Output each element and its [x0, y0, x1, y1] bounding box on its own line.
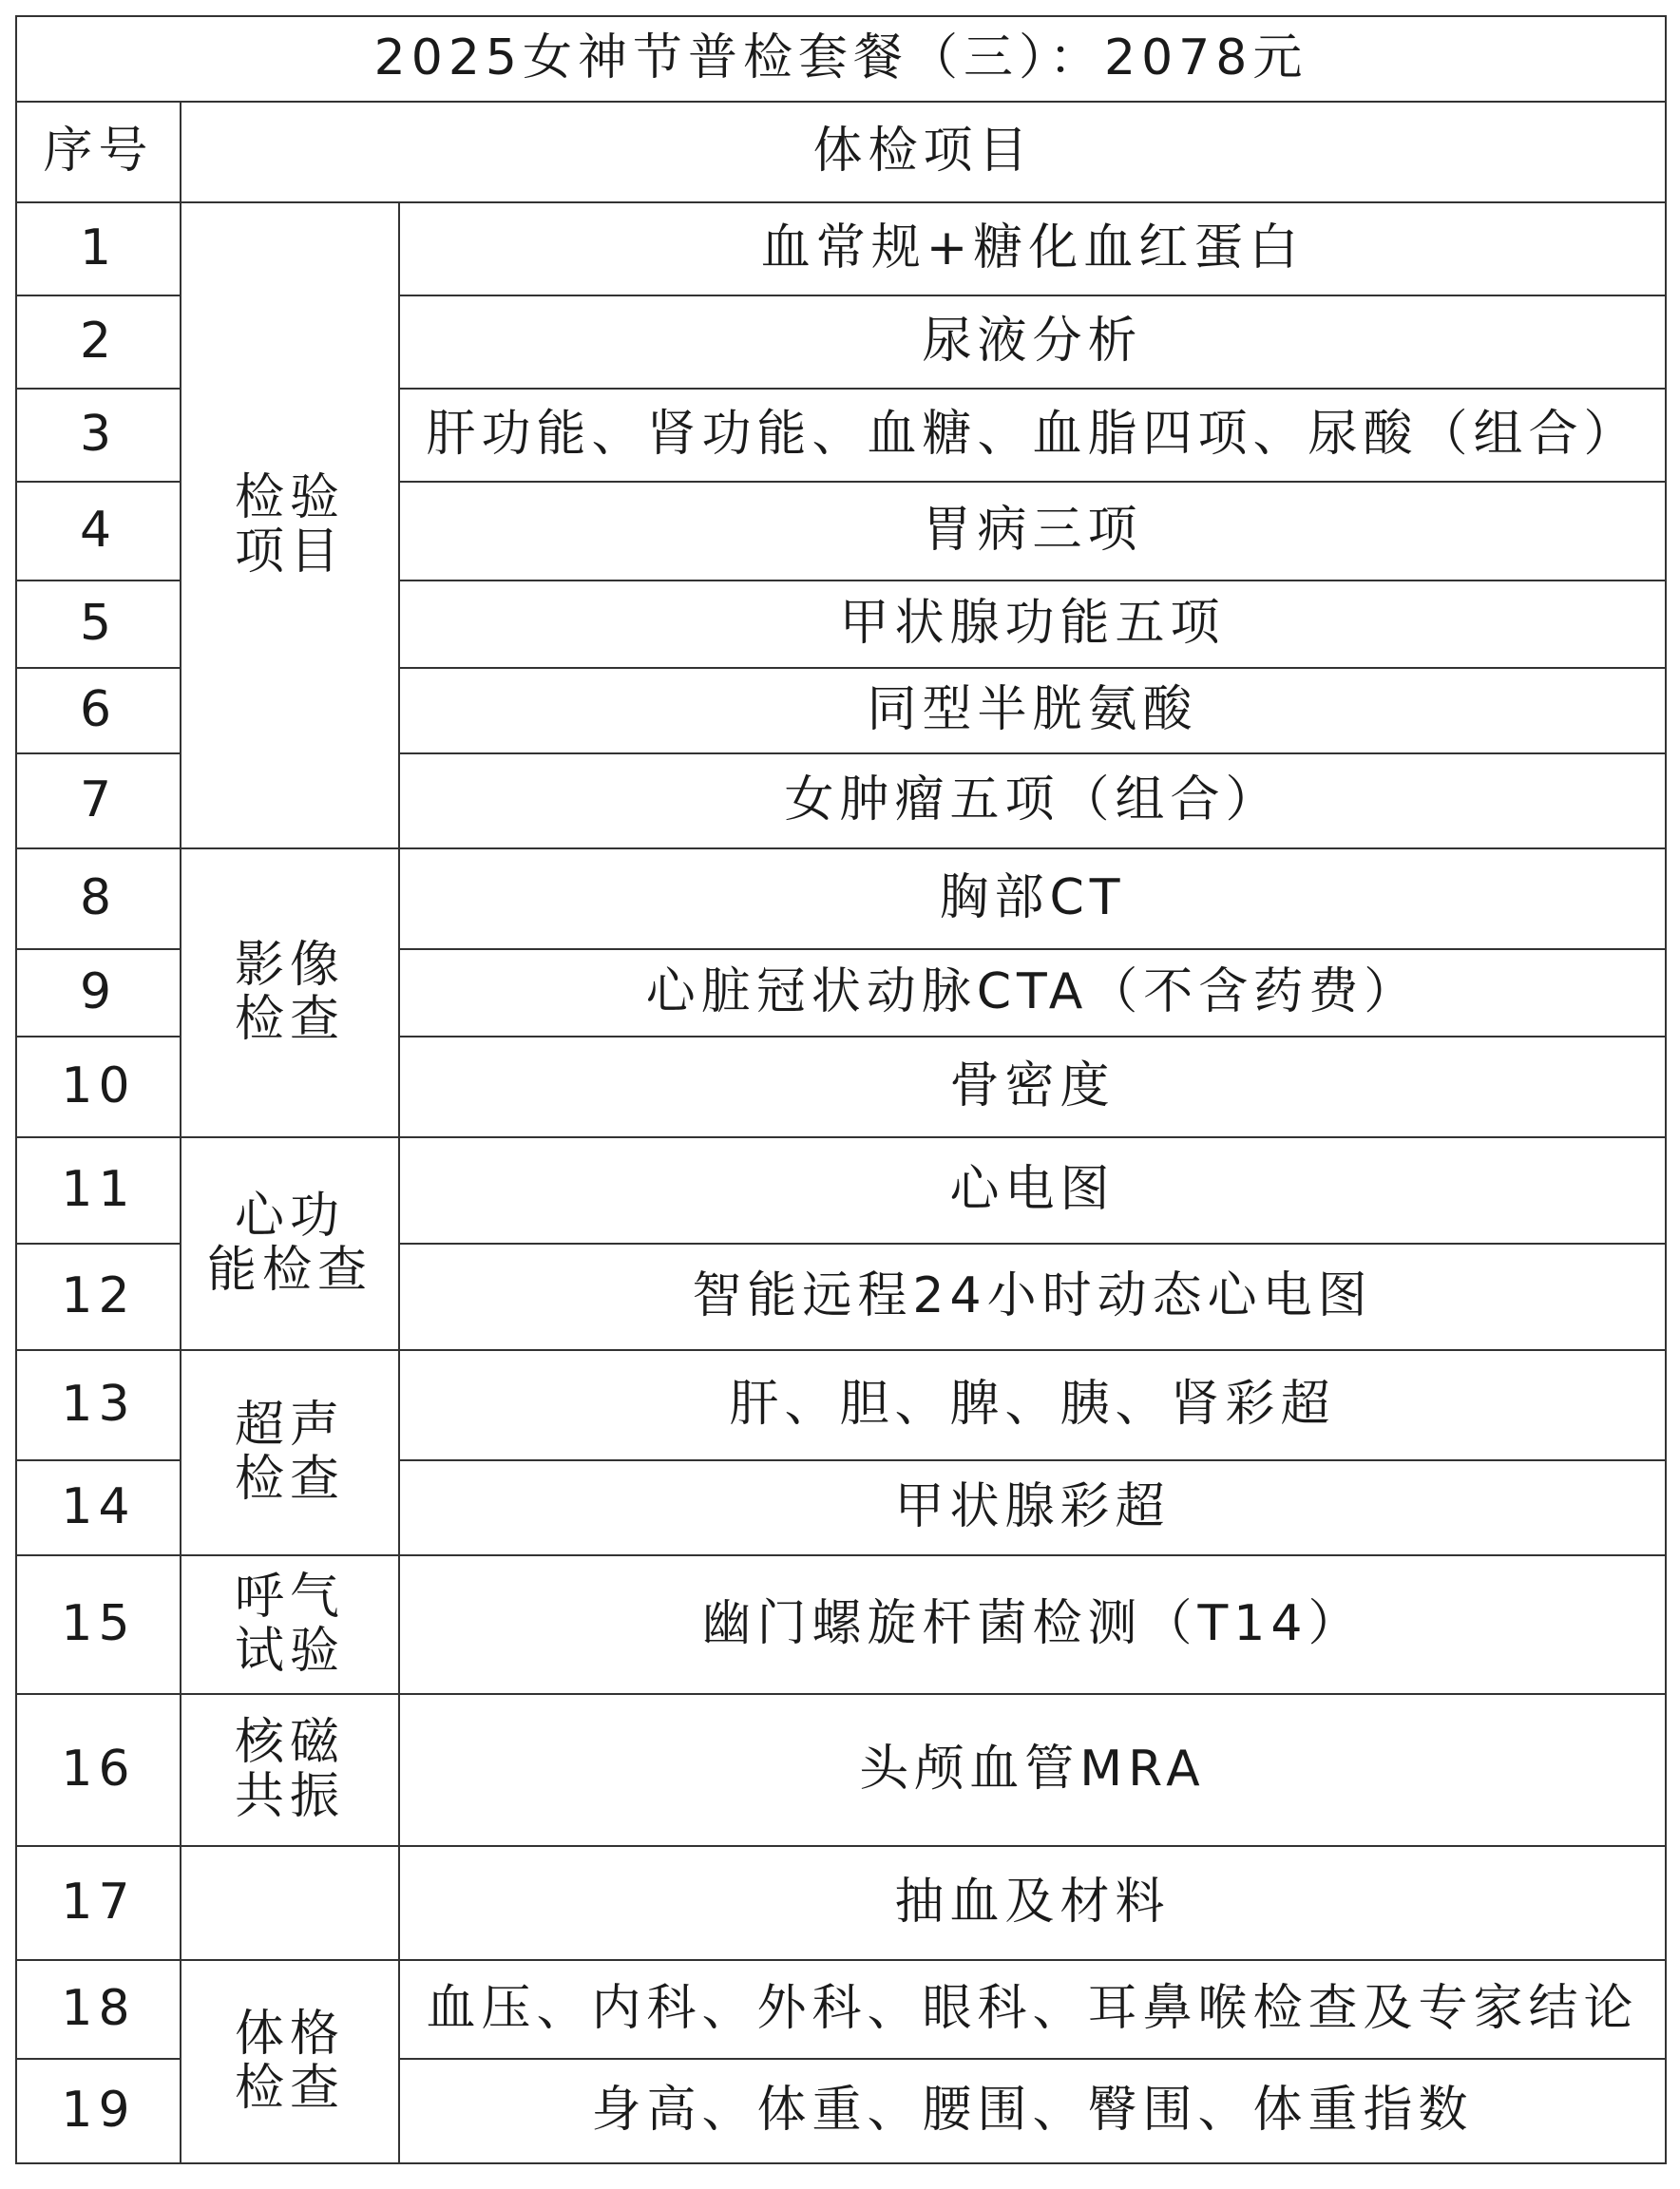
exam-item: 尿液分析	[399, 295, 1666, 389]
row-number: 1	[16, 202, 181, 295]
category-mri: 核磁 共振	[181, 1694, 399, 1846]
row-number: 15	[16, 1555, 181, 1694]
exam-item: 肝功能、肾功能、血糖、血脂四项、尿酸（组合）	[399, 389, 1666, 482]
header-index: 序号	[16, 102, 181, 202]
exam-item: 头颅血管MRA	[399, 1694, 1666, 1846]
row-number: 5	[16, 581, 181, 668]
row-number: 17	[16, 1846, 181, 1960]
exam-item: 心电图	[399, 1137, 1666, 1244]
category-lab-tests: 检验 项目	[181, 202, 399, 848]
exam-item: 幽门螺旋杆菌检测（T14）	[399, 1555, 1666, 1694]
category-breath-test: 呼气 试验	[181, 1555, 399, 1694]
exam-item: 甲状腺功能五项	[399, 581, 1666, 668]
row-number: 13	[16, 1350, 181, 1460]
package-table	[15, 15, 1667, 2164]
exam-item: 甲状腺彩超	[399, 1460, 1666, 1555]
header-items: 体检项目	[181, 102, 1666, 202]
category-physical: 体格 检查	[181, 1960, 399, 2163]
package-title: 2025女神节普检套餐（三）：2078元	[16, 16, 1666, 102]
row-number: 14	[16, 1460, 181, 1555]
exam-item: 同型半胱氨酸	[399, 668, 1666, 753]
exam-item: 抽血及材料	[399, 1846, 1666, 1960]
row-number: 9	[16, 949, 181, 1037]
category-ultrasound: 超声 检查	[181, 1350, 399, 1555]
exam-item: 胸部CT	[399, 848, 1666, 949]
row-number: 10	[16, 1037, 181, 1137]
package-sheet	[15, 15, 1667, 2164]
exam-item: 血常规+糖化血红蛋白	[399, 202, 1666, 295]
exam-item: 骨密度	[399, 1037, 1666, 1137]
exam-item: 身高、体重、腰围、臀围、体重指数	[399, 2059, 1666, 2163]
row-number: 11	[16, 1137, 181, 1244]
exam-item: 智能远程24小时动态心电图	[399, 1244, 1666, 1350]
category-imaging: 影像 检查	[181, 848, 399, 1137]
row-number: 8	[16, 848, 181, 949]
exam-item: 血压、内科、外科、眼科、耳鼻喉检查及专家结论	[399, 1960, 1666, 2059]
exam-item: 女肿瘤五项（组合）	[399, 753, 1666, 848]
row-number: 16	[16, 1694, 181, 1846]
row-number: 2	[16, 295, 181, 389]
row-number: 6	[16, 668, 181, 753]
exam-item: 胃病三项	[399, 482, 1666, 581]
exam-item: 心脏冠状动脉CTA（不含药费）	[399, 949, 1666, 1037]
row-number: 19	[16, 2059, 181, 2163]
row-number: 12	[16, 1244, 181, 1350]
category-empty	[181, 1846, 399, 1960]
category-cardiac: 心功 能检查	[181, 1137, 399, 1350]
row-number: 3	[16, 389, 181, 482]
exam-item: 肝、胆、脾、胰、肾彩超	[399, 1350, 1666, 1460]
row-number: 7	[16, 753, 181, 848]
row-number: 4	[16, 482, 181, 581]
row-number: 18	[16, 1960, 181, 2059]
